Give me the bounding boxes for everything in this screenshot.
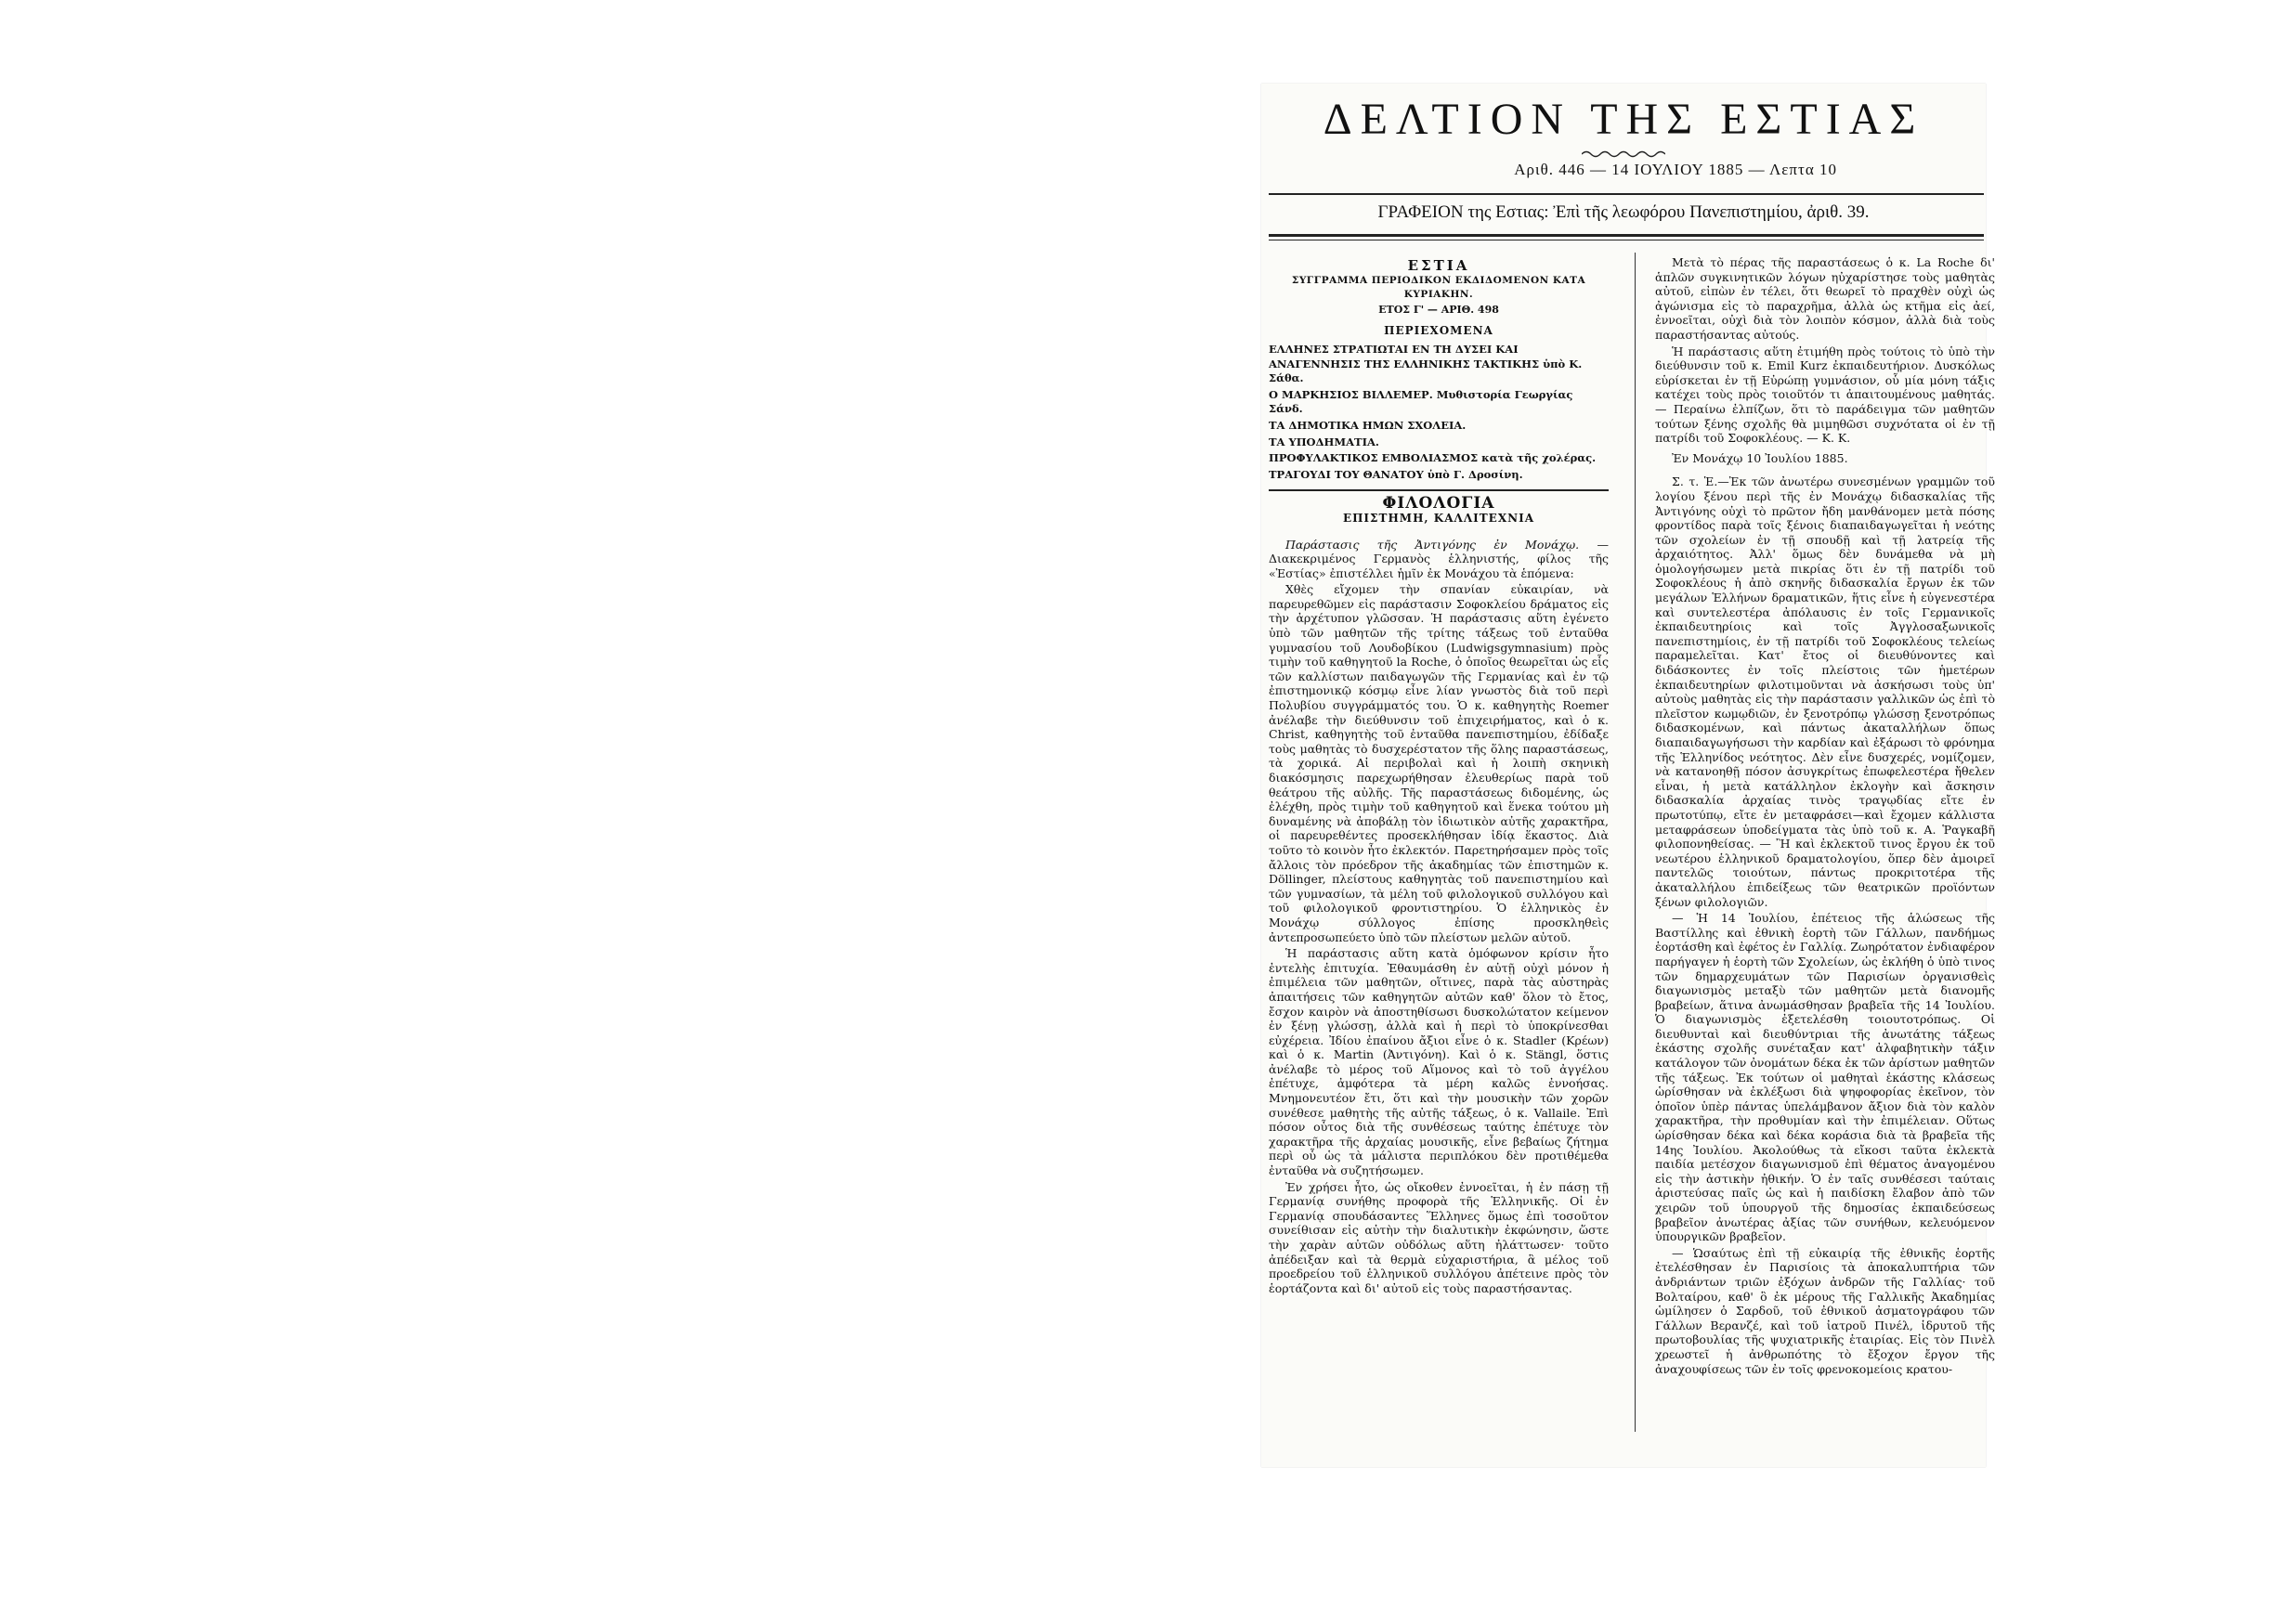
estia-issue: ΕΤΟΣ Γ' — ΑΡΙΘ. 498 xyxy=(1378,303,1499,316)
toc-item: ΠΡΟΦΥΛΑΚΤΙΚΟΣ ΕΜΒΟΛΙΑΣΜΟΣ κατὰ τῆς χολέρας. xyxy=(1269,451,1597,465)
article-paragraph: Ἡ παράστασις αὕτη ἐτιμήθη πρὸς τούτοις τὸ ὑπὸ τὴν διεύθυνσιν τοῦ κ. Emil Kurz ἐκπαιδευτήριον. Δυσκόλως εὑρίσκεται ἐν τῇ Εὐρώπῃ γυμνάσιον, οὗ μία μόνη τάξις κατέχει τοὺς πρὸς τοιοῦτόν τι ἀπαιτουμένους μαθητάς.— Περαίνω ἐλπίζων, ὅτι τὸ παράδειγμα τῶν μαθητῶν τούτων ξένης σχολῆς θὰ μιμηθῶσι συχνότατα οἱ ἐν τῇ πατρίδι τοῦ Σοφοκλέους. — Κ. Κ. xyxy=(1655,344,1995,446)
article-title: Παράστασις τῆς Ἀντιγόνης ἐν Μονάχῳ. xyxy=(1285,537,1580,552)
office-rule xyxy=(1269,234,1984,237)
toc-item: ΤΑ ΥΠΟΔΗΜΑΤΙΑ. xyxy=(1269,435,1379,448)
article-paragraph: Μετὰ τὸ πέρας τῆς παραστάσεως ὁ κ. La Roche δι' ἁπλῶν συγκινητικῶν λόγων ηὐχαρίστησε τοὺς μαθητὰς αὐτοῦ, εἰπὼν ἐν τέλει, ὅτι θεωρεῖ τὸ πραχθὲν οὐχὶ ὡς ἀγώνισμα εἰς τὸ παραχρῆμα, ἀλλὰ ὡς κτῆμα εἰς ἀεί, ἐννοεῖται, οὐχὶ διὰ τὸν λοιπὸν κόσμον, ἀλλὰ διὰ τοὺς παραστήσαντας αὐτούς. xyxy=(1655,255,1995,342)
estia-subtitle: ΣΥΓΓΡΑΜΜΑ ΠΕΡΙΟΔΙΚΟΝ ΕΚΔΙΔΟΜΕΝΟΝ ΚΑΤΑ ΚΥΡΙΑΚΗΝ. xyxy=(1291,274,1586,301)
article-paragraph: Ἐν χρήσει ἦτο, ὡς οἴκοθεν ἐννοεῖται, ἡ ἐν πάσῃ τῇ Γερμανίᾳ συνήθης προφορὰ τῆς Ἑλληνικῆς. Οἱ ἐν Γερμανίᾳ σπουδάσαντες Ἕλληνες ὅμως ἐπὶ τοσοῦτον συνείθισαν εἰς αὐτὴν τὴν διαλυτικὴν ἐκφώνησιν, ὥστε τὴν χαρὰν αὐτῶν οὐδόλως αὕτη ἠλάττωσεν· τοῦτο ἀπέδειξαν καὶ τὰ θερμὰ εὐχαριστήρια, ἃ μέλος τοῦ προεδρείου τοῦ ἑλληνικοῦ συλλόγου ἀπέτεινε πρὸς τὸν ἑορτάζοντα καὶ δι' αὐτοῦ εἰς τοὺς παραστήσαντας. xyxy=(1269,1179,1609,1295)
newspaper-title: ΔΕΛΤΙΟΝ ΤΗΣ ΕΣΤΙΑΣ xyxy=(1323,95,1924,144)
news-item: — Ὡσαύτως ἐπὶ τῇ εὐκαιρίᾳ τῆς ἐθνικῆς ἑορτῆς ἐτελέσθησαν ἐν Παρισίοις τὰ ἀποκαλυπτήρια τῶν ἀνδριάντων τριῶν ἐξόχων ἀνδρῶν τῆς Γαλλίας· τοῦ Βολταίρου, καθ' ὃ ἐκ μέρους τῆς Γαλλικῆς Ἀκαδημίας ὡμίλησεν ὁ Σαρδοῦ, τοῦ ἐθνικοῦ ἀσματογράφου τῶν Γάλλων Βερανζέ, καὶ τοῦ ἰατροῦ Πινέλ, ἱδρυτοῦ τῆς πρωτοβουλίας τῆς ψυχιατρικῆς ἑταιρίας. Εἰς τὸν Πινὲλ χρεωστεῖ ἡ ἀνθρωπότης τὸ ἔξοχον ἔργον τῆς ἀναχουφίσεως τῶν ἐν τοῖς φρενοκομείοις κρατου- xyxy=(1655,1245,1995,1376)
toc-item: Ο ΜΑΡΚΗΣΙΟΣ ΒΙΛΛΕΜΕΡ. Μυθιστορία Γεωργίας Σάνδ. xyxy=(1269,387,1573,416)
news-item: — Ἡ 14 Ἰουλίου, ἐπέτειος τῆς ἁλώσεως τῆς Βαστίλλης καὶ ἐθνικὴ ἑορτὴ τῶν Γάλλων, πανδήμως ἑορτάσθη καὶ ἐφέτος ἐν Γαλλίᾳ. Ζωηρότατον ἐνδιαφέρον παρήγαγεν ἡ ἑορτὴ τῶν Σχολείων, ὡς ἐκλήθη ὁ ὑπὸ τινος τῶν δημαρχευμάτων τῶν Παρισίων ὀργανισθεὶς διαγωνισμὸς μεταξὺ τῶν μαθητῶν μετὰ διανομῆς βραβείων, ἅτινα ἀνωμάσθησαν βραβεῖα τῆς 14 Ἰουλίου. Ὁ διαγωνισμὸς ἐξετελέσθη τοιουτοτρόπως. Οἱ διευθυνταὶ καὶ διευθύντριαι τῆς ἀνωτάτης τάξεως ἑκάστης σχολῆς συνέταξαν κατ' ἀλφαβητικὴν τάξιν κατάλογον τῶν ὀνομάτων δέκα ἐκ τῶν ἀρίστων μαθητῶν τῆς τάξεως. Ἐκ τούτων οἱ μαθηταὶ ἑκάστης κλάσεως ὡρίσθησαν νὰ ἐκλέξωσι διὰ ψηφοφορίας ἐκεῖνον, τὸν ὁποῖον ὑπὲρ πάντας ὑπελάμβανον ἄξιον διὰ τὸν καλὸν χαρακτῆρα, τὴν προθυμίαν καὶ τὴν ἐπιμέλειαν. Οὕτως ὡρίσθησαν δέκα καὶ δέκα κοράσια διὰ τὰ βραβεῖα τῆς 14ης Ἰουλίου. Ἀκολούθως τὰ εἴκοσι ταῦτα ἐκλεκτὰ παιδία μετέσχον διαγωνισμοῦ ἐπὶ θέματος ἀναγομένου εἰς τὴν ἀστικὴν ἠθικήν. Ὁ ἐν ταῖς συνθέσεσι ταύταις ἀριστεύσας παῖς ὡς καὶ ἡ παιδίσκη ἔλαβον ἀπὸ τῶν χειρῶν τοῦ ὑπουργοῦ τῆς δημοσίας ἐκπαιδεύσεως βραβεῖον ἀνωτέρας ἀξίας τῶν συνήθων, κελευόμενον ὑπουργικῶν βραβεῖον. xyxy=(1655,911,1995,1244)
left-column xyxy=(1269,255,1609,1297)
toc-item: ΤΑ ΔΗΜΟΤΙΚΑ ΗΜΩΝ ΣΧΟΛΕΙΑ. xyxy=(1269,418,1467,432)
dateline: Ἐν Μονάχῳ 10 Ἰουλίου 1885. xyxy=(1672,450,1848,465)
masthead-rule xyxy=(1269,193,1984,195)
article-paragraph xyxy=(1269,538,1609,581)
article-paragraph: Χθὲς εἴχομεν τὴν σπανίαν εὐκαιρίαν, νὰ παρευρεθῶμεν εἰς παράστασιν Σοφοκλείου δράματος εἰς τὴν ἀρχέτυπον γλῶσσαν. Ἡ παράστασις αὕτη ἐγένετο ὑπὸ τῶν μαθητῶν τῆς τρίτης τάξεως τοῦ ἐνταῦθα γυμνασίου τοῦ Λουδοβίκου (Ludwigsgymnasium) πρὸς τιμὴν τοῦ καθηγητοῦ la Roche, ὁ ὁποῖος θεωρεῖται ὡς εἷς τῶν καλλίστων παιδαγωγῶν τῆς Γερμανίας καὶ ἐν τῷ ἐπιστημονικῷ κόσμῳ εἶνε λίαν γνωστὸς διὰ τοῦ περὶ Πολυβίου συγγράμματός του. Ὁ κ. καθηγητὴς Roemer ἀνέλαβε τὴν διεύθυνσιν τοῦ ἐπιχειρήματος, καὶ ὁ κ. Christ, καθηγητὴς τοῦ ἐνταῦθα πανεπιστημίου, ἐδίδαξε τοὺς μαθητὰς τὸ δυσχερέστατον τῆς ὅλης παραστάσεως, τὰ χορικά. Αἱ περιβολαὶ καὶ ἡ λοιπὴ σκηνικὴ διακόσμησις παρεχωρήθησαν ἐλευθερίως παρὰ τοῦ θεάτρου τῆς αὐλῆς. Τῆς παραστάσεως διδομένης, ὡς ἐλέχθη, πρὸς τιμὴν τοῦ καθηγητοῦ καὶ ἕνεκα τούτου μὴ δυναμένης νὰ ἀποβάλῃ τὸν ἰδιωτικὸν αὐτῆς χαρακτῆρα, οἱ παρευρεθέντες προσεκλήθησαν ἰδίᾳ ἕκαστος. Διὰ τοῦτο τὸ κοινὸν ἦτο ἐκλεκτόν. Παρετηρήσαμεν πρὸς τοῖς ἄλλοις τὸν πρόεδρον τῆς ἀκαδημίας τῶν ἐπιστημῶν κ. Döllinger, πλείστους καθηγητὰς τοῦ πανεπιστημίου καὶ τῶν γυμνασίων, τὰ μέλη τοῦ φιλολογικοῦ συλλόγου καὶ τοῦ φιλολογικοῦ φροντιστηρίου. Ὁ ἑλληνικὸς ἐν Μονάχῳ σύλλογος ἐπίσης προσκληθεὶς ἀντεπροσωπεύετο ὑπὸ τῶν πλείστων μελῶν αὐτοῦ. xyxy=(1269,582,1609,944)
article-paragraph: Ἡ παράστασις αὕτη κατὰ ὁμόφωνον κρίσιν ἦτο ἐντελὴς ἐπιτυχία. Ἐθαυμάσθη ἐν αὐτῇ οὐχὶ μόνον ἡ ἐπιμέλεια τῶν μαθητῶν, οἵτινες, παρὰ τὰς αὐστηρὰς ἀπαιτήσεις τῶν καθηγητῶν αὐτῶν καθ' ὅλον τὸ ἔτος, ἔσχον καιρὸν νὰ ἀποστηθίσωσι δυσκολώτατον κείμενον ἐν ξένῃ γλώσσῃ, ἀλλὰ καὶ ἡ περὶ τὸ ὑποκρίνεσθαι εὐχέρεια. Ἰδίου ἐπαίνου ἄξιοι εἶνε ὁ κ. Stadler (Κρέων) καὶ ὁ κ. Martin (Ἀντιγόνη). Καὶ ὁ κ. Stängl, ὅστις ἀνέλαβε τὸ μέρος τοῦ Αἵμονος καὶ τὸ τοῦ ἀγγέλου ἐπέτυχε, ἀμφότερα τὰ μέρη καλῶς ἐννοήσας. Μνημονευτέον ἔτι, ὅτι καὶ τὴν μουσικὴν τῶν χορῶν συνέθεσε μαθητὴς τῆς αὐτῆς τάξεως, ὁ κ. Vallaile. Ἐπὶ πόσον οὗτος διὰ τῆς συνθέσεως ταύτης ἐπέτυχε τὸν χαρακτῆρα τῆς ἀρχαίας μουσικῆς, εἶνε βεβαίως ζήτημα περὶ οὗ ὡς τὰ μάλιστα περιπλόκου δὲν προτιθέμεθα ἐνταῦθα νὰ συζητήσωμεν. xyxy=(1269,946,1609,1178)
toc-item: ΤΡΑΓΟΥΔΙ ΤΟΥ ΘΑΝΑΤΟΥ ὑπὸ Γ. Δροσίνη. xyxy=(1269,467,1523,481)
section-rule xyxy=(1269,489,1609,491)
editor-note: Σ. τ. Ἑ.—Ἐκ τῶν ἀνωτέρω συνεσμένων γραμμῶν τοῦ λογίου ξένου περὶ τῆς ἐν Μονάχῳ διδασκαλίας τῆς Ἀντιγόνης οὐχὶ τὸ πρῶτον ἤδη μανθάνομεν μετὰ πόσης φροντίδος παρὰ τοῖς ξένοις διαπαιδαγωγεῖται ἡ νεότης τῶν σχολείων ἐν τῇ σπουδῇ καὶ τῇ λατρείᾳ τῆς ἀρχαιότητος. Ἀλλ' ὅμως δὲν δυνάμεθα νὰ μὴ ὁμολογήσωμεν μετὰ πικρίας ὅτι ἐν τῇ πατρίδι τοῦ Σοφοκλέους ἡ ἀπὸ σκηνῆς διδασκαλία ἔργων ἐκ τῶν μεγάλων Ἑλλήνων δραματικῶν, ἥτις εἶνε ἡ εὐγενεστέρα καὶ συντελεστέρα ἀπόλαυσις ἐν τοῖς Γερμανικοῖς ἐκπαιδευτηρίοις καὶ τοῖς Ἀγγλοσαξωνικοῖς πανεπιστημίοις, ἐν τῇ πατρίδι τοῦ Σοφοκλέους τελείως παραμελεῖται. Κατ' ἔτος οἱ διευθύνοντες καὶ διδάσκοντες ἐν τοῖς πλείστοις τῶν ἡμετέρων ἐκπαιδευτηρίων φιλοτιμοῦνται νὰ ἀσκήσωσι τοὺς ὑπ' αὐτοὺς μαθητὰς εἰς τὴν παράστασιν γαλλικῶν ὡς ἐπὶ τὸ πλεῖστον κωμῳδιῶν, ἐν ξενοτρόπῳ γλώσσῃ ξενοτρόπως διδασκομένων, καὶ πάντως ἀκαταλλήλων ὅπως διαπαιδαγωγήσωσι τὴν καρδίαν καὶ ἐξάρωσι τὸ φρόνημα τῆς Ἑλληνίδος νεότητος. Δὲν εἶνε δυσχερές, νομίζομεν, νὰ κατανοηθῇ πόσον ἀσυγκρίτως ἐπωφελεστέρα ἤθελεν εἶναι, ἡ μετὰ κατάλληλον ἐκλογὴν καὶ ἄσκησιν διδασκαλία ἀρχαίας τινὸς τραγῳδίας εἴτε ἐν πρωτοτύπῳ, εἴτε ἐν μεταφράσει—καὶ ἔχομεν κάλλιστα μεταφράσεων ὑποδείγματα τὰς ὑπὸ τοῦ κ. Α. Ῥαγκαβῆ φιλοπονηθείσας. — Ἢ καὶ ἐκλεκτοῦ τινος ἔργου ἐκ τοῦ νεωτέρου ἑλληνικοῦ δραματολογίου, ὅπερ δὲν ἀμοιρεῖ παντελῶς τοιούτων, πάντως προκριτοτέρα τῆς ἀκαταλλήλου ἐπιδείξεως τῶν θεατρικῶν προϊόντων ξένων φιλολογιῶν. xyxy=(1655,474,1995,909)
estia-heading: ΕΣΤΙΑ xyxy=(1407,257,1470,274)
article-intro: — Διακεκριμένος Γερμανὸς ἑλληνιστής, φίλος τῆς «Ἑστίας» ἐπιστέλλει ἡμῖν ἐκ Μονάχου τὰ ἑπόμενα: xyxy=(1269,537,1609,580)
office-address: ΓΡΑΦΕΙΟΝ της Εστιας: Ἐπὶ τῆς λεωφόρου Πανεπιστημίου, ἀριθ. 39. xyxy=(1377,202,1870,222)
issue-line: Αριθ. 446 — 14 ΙΟΥΛΙΟΥ 1885 — Λεπτα 10 xyxy=(1514,161,1837,178)
column-divider xyxy=(1635,253,1636,1432)
section-subtitle: ΕΠΙΣΤΗΜΗ, ΚΑΛΛΙΤΕΧΝΙΑ xyxy=(1342,511,1535,525)
right-column xyxy=(1655,255,1995,1378)
wavy-ornament-icon xyxy=(1582,149,1665,159)
section-title: ΦΙΛΟΛΟΓΙΑ xyxy=(1382,494,1495,513)
contents-heading: ΠΕΡΙΕΧΟΜΕΝΑ xyxy=(1384,324,1493,338)
masthead xyxy=(1261,88,1986,179)
toc-item: ΕΛΛΗΝΕΣ ΣΤΡΑΤΙΩΤΑΙ ΕΝ ΤΗ ΔΥΣΕΙ ΚΑΙ ΑΝΑΓΕΝΝΗΣΙΣ ΤΗΣ ΕΛΛΗΝΙΚΗΣ ΤΑΚΤΙΚΗΣ ὑπὸ Κ. Σάθα. xyxy=(1269,342,1583,385)
